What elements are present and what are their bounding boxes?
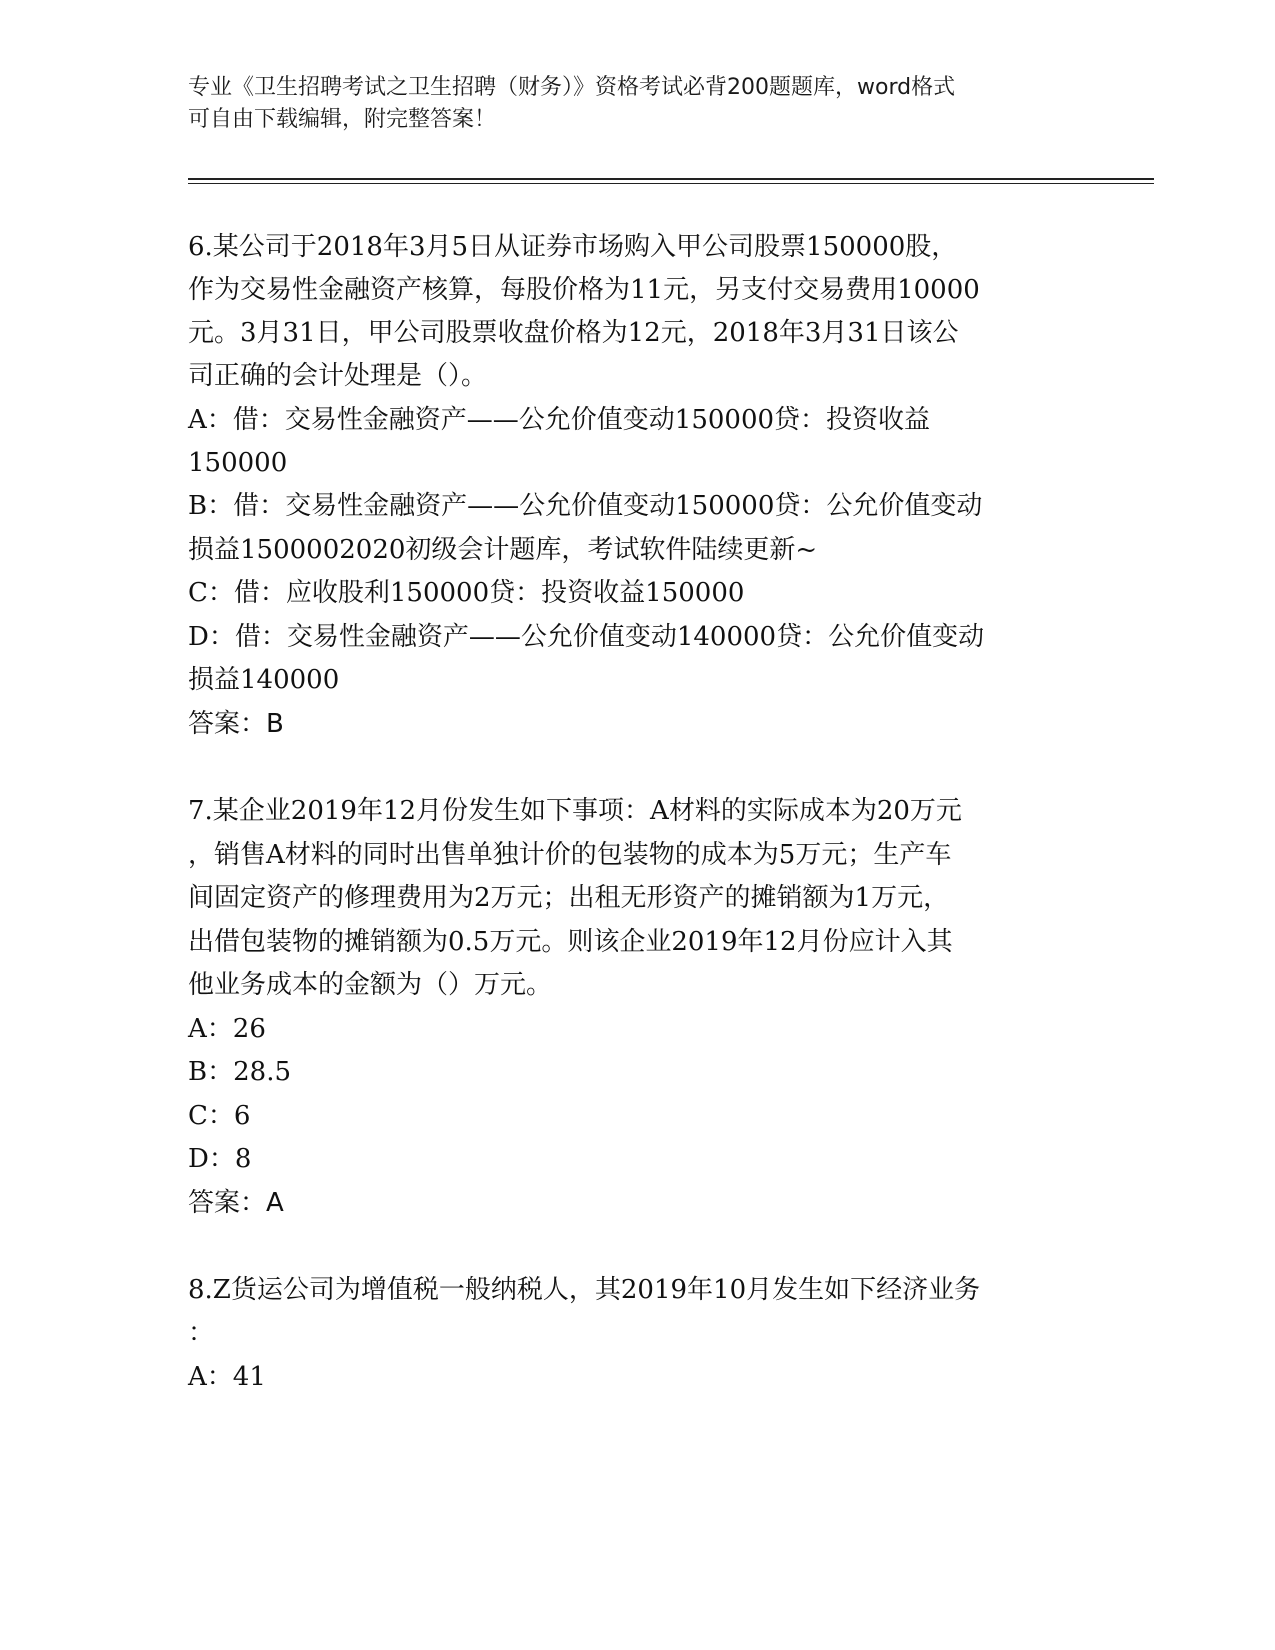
option-a: A：41 bbox=[188, 1362, 266, 1392]
header-divider-thin bbox=[188, 183, 1154, 184]
answer-label: 答案：B bbox=[188, 709, 284, 739]
option-d: D：8 bbox=[188, 1144, 252, 1174]
question-stem-line: 出借包装物的摊销额为0.5万元。则该企业2019年12月份应计入其 bbox=[188, 927, 953, 957]
header-divider bbox=[188, 178, 1154, 180]
question-stem-line: 他业务成本的金额为（）万元。 bbox=[188, 970, 553, 1000]
option-a: A：借：交易性金融资产——公允价值变动150000贷：投资收益 bbox=[188, 405, 931, 435]
page-header bbox=[188, 72, 1088, 136]
question-stem-line: 作为交易性金融资产核算，每股价格为11元，另支付交易费用10000 bbox=[188, 275, 980, 305]
question-stem-line: 元。3月31日，甲公司股票收盘价格为12元，2018年3月31日该公 bbox=[188, 318, 959, 348]
option-b: B：28.5 bbox=[188, 1057, 291, 1087]
question-stem-line: 8.Z货运公司为增值税一般纳税人，其2019年10月发生如下经济业务 bbox=[188, 1275, 981, 1305]
question-stem-line: 6.某公司于2018年3月5日从证券市场购入甲公司股票150000股， bbox=[188, 232, 958, 262]
header-line: 可自由下载编辑，附完整答案！ bbox=[188, 107, 497, 132]
question-stem-line: ： bbox=[188, 1318, 215, 1348]
question-stem-line: ，销售A材料的同时出售单独计价的包装物的成本为5万元；生产车 bbox=[188, 840, 952, 870]
question-stem-line: 司正确的会计处理是（）。 bbox=[188, 361, 488, 391]
header-line: 专业《卫生招聘考试之卫生招聘（财务）》资格考试必背200题题库，word格式 bbox=[188, 75, 956, 100]
option-d-continued: 损益140000 bbox=[188, 665, 340, 695]
answer-label: 答案：A bbox=[188, 1188, 284, 1218]
option-b-continued: 损益1500002020初级会计题库，考试软件陆续更新~ bbox=[188, 535, 818, 565]
option-c: C：借：应收股利150000贷：投资收益150000 bbox=[188, 578, 745, 608]
option-a-continued: 150000 bbox=[188, 448, 288, 478]
option-a: A：26 bbox=[188, 1014, 266, 1044]
question-stem-line: 间固定资产的修理费用为2万元；出租无形资产的摊销额为1万元， bbox=[188, 883, 950, 913]
option-b: B：借：交易性金融资产——公允价值变动150000贷：公允价值变动 bbox=[188, 491, 983, 521]
option-d: D：借：交易性金融资产——公允价值变动140000贷：公允价值变动 bbox=[188, 622, 985, 652]
option-c: C：6 bbox=[188, 1101, 251, 1131]
question-stem-line: 7.某企业2019年12月份发生如下事项：A材料的实际成本为20万元 bbox=[188, 796, 962, 826]
